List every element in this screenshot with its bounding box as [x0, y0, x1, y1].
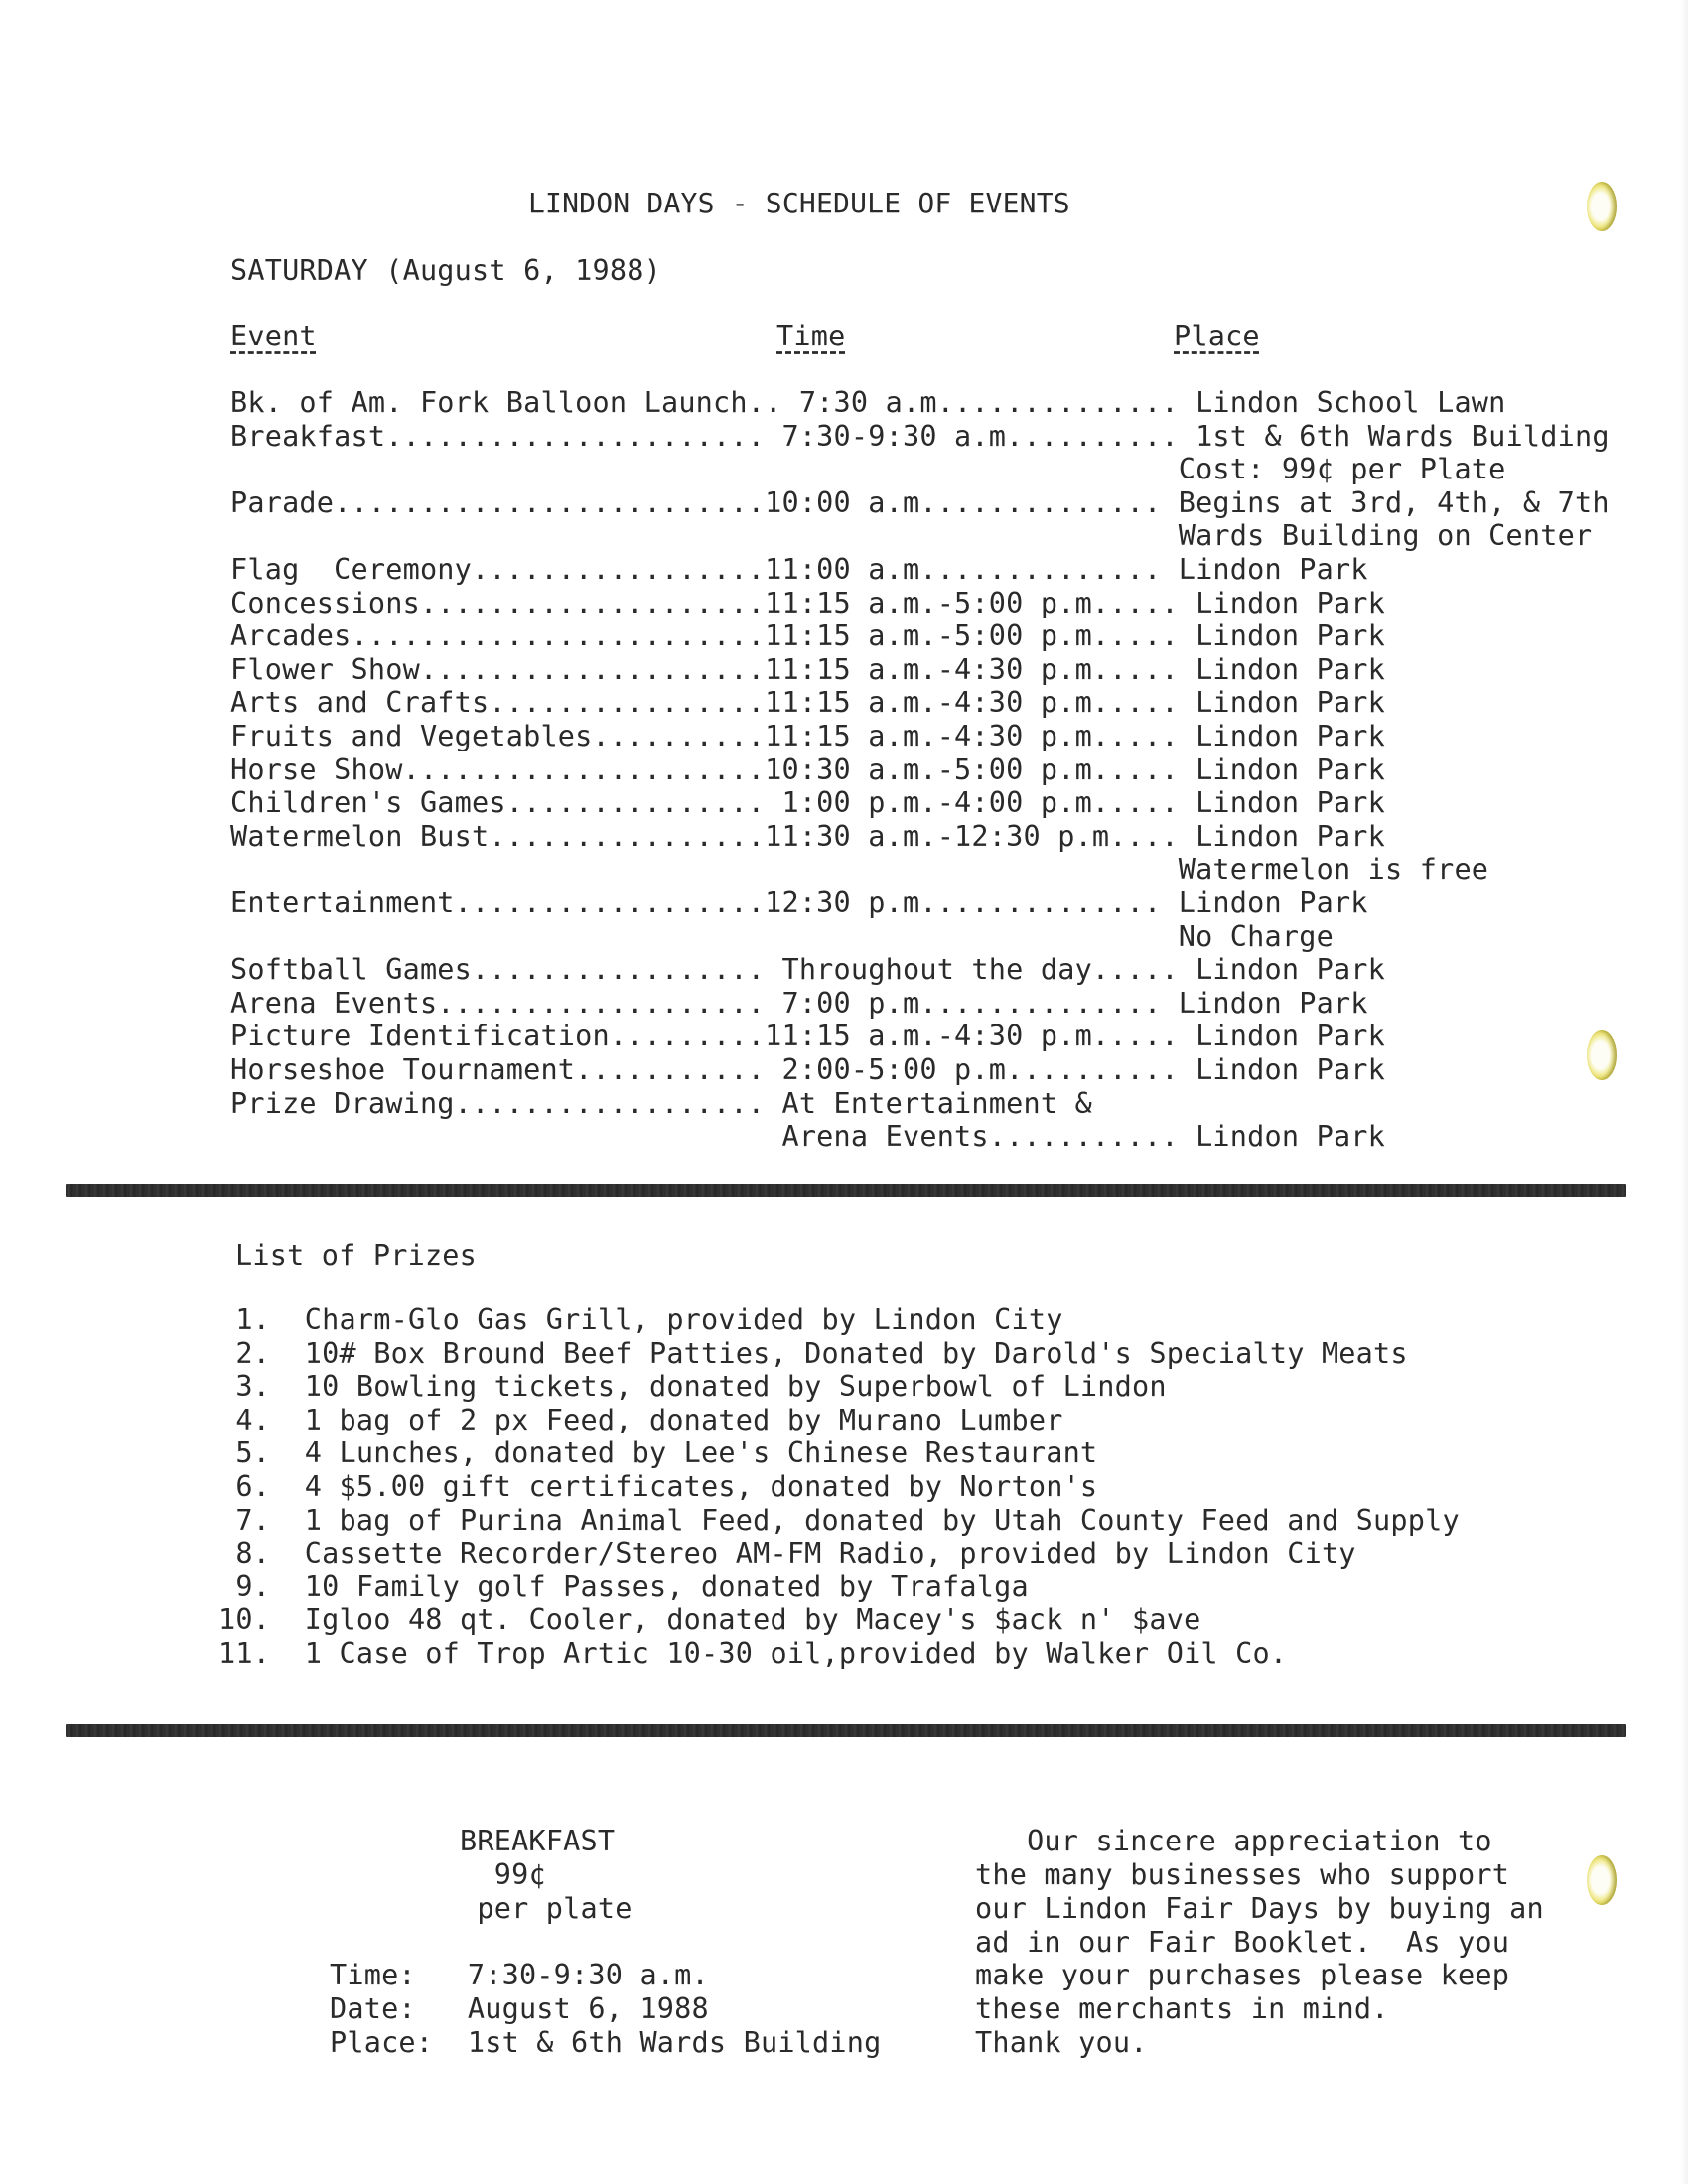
- column-header-time: Time: [776, 320, 846, 352]
- schedule-line: Breakfast...................... 7:30-9:30 a.m.......... 1st & 6th Wards Building: [230, 419, 1610, 453]
- column-header-place: Place: [1174, 320, 1260, 352]
- schedule-line: Horse Show.....................10:30 a.m.-5:00 p.m..... Lindon Park: [230, 752, 1386, 786]
- appreciation-line: make your purchases please keep: [975, 1959, 1510, 1991]
- day-heading: SATURDAY (August 6, 1988): [230, 254, 661, 287]
- breakfast-price: 99¢: [460, 1858, 546, 1891]
- page-edge: [1680, 0, 1688, 2184]
- prize-item: 9. 10 Family golf Passes, donated by Trafalga: [218, 1570, 1029, 1603]
- schedule-line: Watermelon is free: [230, 853, 1489, 887]
- breakfast-date: Date: August 6, 1988: [330, 1992, 709, 2025]
- schedule-line: Arcades........................11:15 a.m.-5:00 p.m..... Lindon Park: [230, 619, 1386, 653]
- schedule-line: Picture Identification.........11:15 a.m.-4:30 p.m..... Lindon Park: [230, 1020, 1386, 1053]
- divider-rule: [66, 1184, 1626, 1197]
- schedule-line: Horseshoe Tournament........... 2:00-5:00 p.m.......... Lindon Park: [230, 1053, 1386, 1086]
- schedule-line: Bk. of Am. Fork Balloon Launch.. 7:30 a.m.............. Lindon School Lawn: [230, 386, 1506, 419]
- binder-hole-icon: [1587, 1030, 1617, 1080]
- divider-rule: [66, 1724, 1626, 1737]
- breakfast-time: Time: 7:30-9:30 a.m.: [330, 1959, 709, 1991]
- schedule-line: Concessions....................11:15 a.m.-5:00 p.m..... Lindon Park: [230, 586, 1386, 619]
- schedule-line: No Charge: [230, 919, 1334, 953]
- prize-item: 4. 1 bag of 2 px Feed, donated by Murano Lumber: [218, 1403, 1063, 1436]
- appreciation-line: ad in our Fair Booklet. As you: [975, 1926, 1510, 1959]
- schedule-line: Wards Building on Center: [230, 519, 1593, 553]
- breakfast-title: BREAKFAST: [460, 1825, 616, 1857]
- schedule-line: Prize Drawing.................. At Entertainment &: [230, 1086, 1092, 1120]
- appreciation-line: our Lindon Fair Days by buying an: [975, 1892, 1544, 1925]
- prize-item: 2. 10# Box Bround Beef Patties, Donated by Darold's Specialty Meats: [218, 1336, 1408, 1370]
- column-header-event: Event: [230, 320, 317, 352]
- schedule-line: Parade.........................10:00 a.m.............. Begins at 3rd, 4th, & 7th: [230, 485, 1610, 519]
- appreciation-line: these merchants in mind.: [975, 1992, 1389, 2025]
- prize-item: 8. Cassette Recorder/Stereo AM-FM Radio, provided by Lindon City: [218, 1537, 1356, 1570]
- prize-item: 1. Charm-Glo Gas Grill, provided by Lindon City: [218, 1303, 1063, 1336]
- prize-item: 7. 1 bag of Purina Animal Feed, donated by Utah County Feed and Supply: [218, 1503, 1460, 1537]
- schedule-line: Softball Games................. Throughout the day..... Lindon Park: [230, 953, 1386, 987]
- schedule-line: Arts and Crafts................11:15 a.m.-4:30 p.m..... Lindon Park: [230, 686, 1386, 720]
- breakfast-per-plate: per plate: [460, 1892, 633, 1925]
- breakfast-place: Place: 1st & 6th Wards Building: [330, 2026, 882, 2059]
- prize-item: 6. 4 $5.00 gift certificates, donated by Norton's: [218, 1470, 1098, 1503]
- schedule-line: Flag Ceremony.................11:00 a.m.............. Lindon Park: [230, 553, 1368, 586]
- prizes-heading: List of Prizes: [235, 1239, 478, 1272]
- prize-item: 5. 4 Lunches, donated by Lee's Chinese Restaurant: [218, 1436, 1098, 1470]
- schedule-line: Flower Show....................11:15 a.m.-4:30 p.m..... Lindon Park: [230, 652, 1386, 686]
- appreciation-line: the many businesses who support: [975, 1858, 1510, 1891]
- prize-item: 10. Igloo 48 qt. Cooler, donated by Macey's $ack n' $ave: [218, 1603, 1201, 1637]
- appreciation-line: Our sincere appreciation to: [975, 1825, 1492, 1857]
- binder-hole-icon: [1587, 1855, 1617, 1905]
- binder-hole-icon: [1587, 182, 1617, 231]
- schedule-line: Watermelon Bust................11:30 a.m.-12:30 p.m.... Lindon Park: [230, 819, 1386, 853]
- schedule-line: Arena Events................... 7:00 p.m.............. Lindon Park: [230, 986, 1368, 1020]
- schedule-line: Arena Events........... Lindon Park: [230, 1120, 1386, 1154]
- appreciation-line: Thank you.: [975, 2026, 1148, 2059]
- document-title: LINDON DAYS - SCHEDULE OF EVENTS: [528, 187, 1070, 219]
- prize-item: 11. 1 Case of Trop Artic 10-30 oil,provided by Walker Oil Co.: [218, 1637, 1288, 1670]
- schedule-line: Fruits and Vegetables..........11:15 a.m.-4:30 p.m..... Lindon Park: [230, 720, 1386, 752]
- prize-item: 3. 10 Bowling tickets, donated by Superbowl of Lindon: [218, 1370, 1167, 1404]
- schedule-line: Children's Games............... 1:00 p.m.-4:00 p.m..... Lindon Park: [230, 786, 1386, 820]
- schedule-line: Entertainment..................12:30 p.m.............. Lindon Park: [230, 887, 1368, 919]
- schedule-line: Cost: 99¢ per Plate: [230, 453, 1506, 486]
